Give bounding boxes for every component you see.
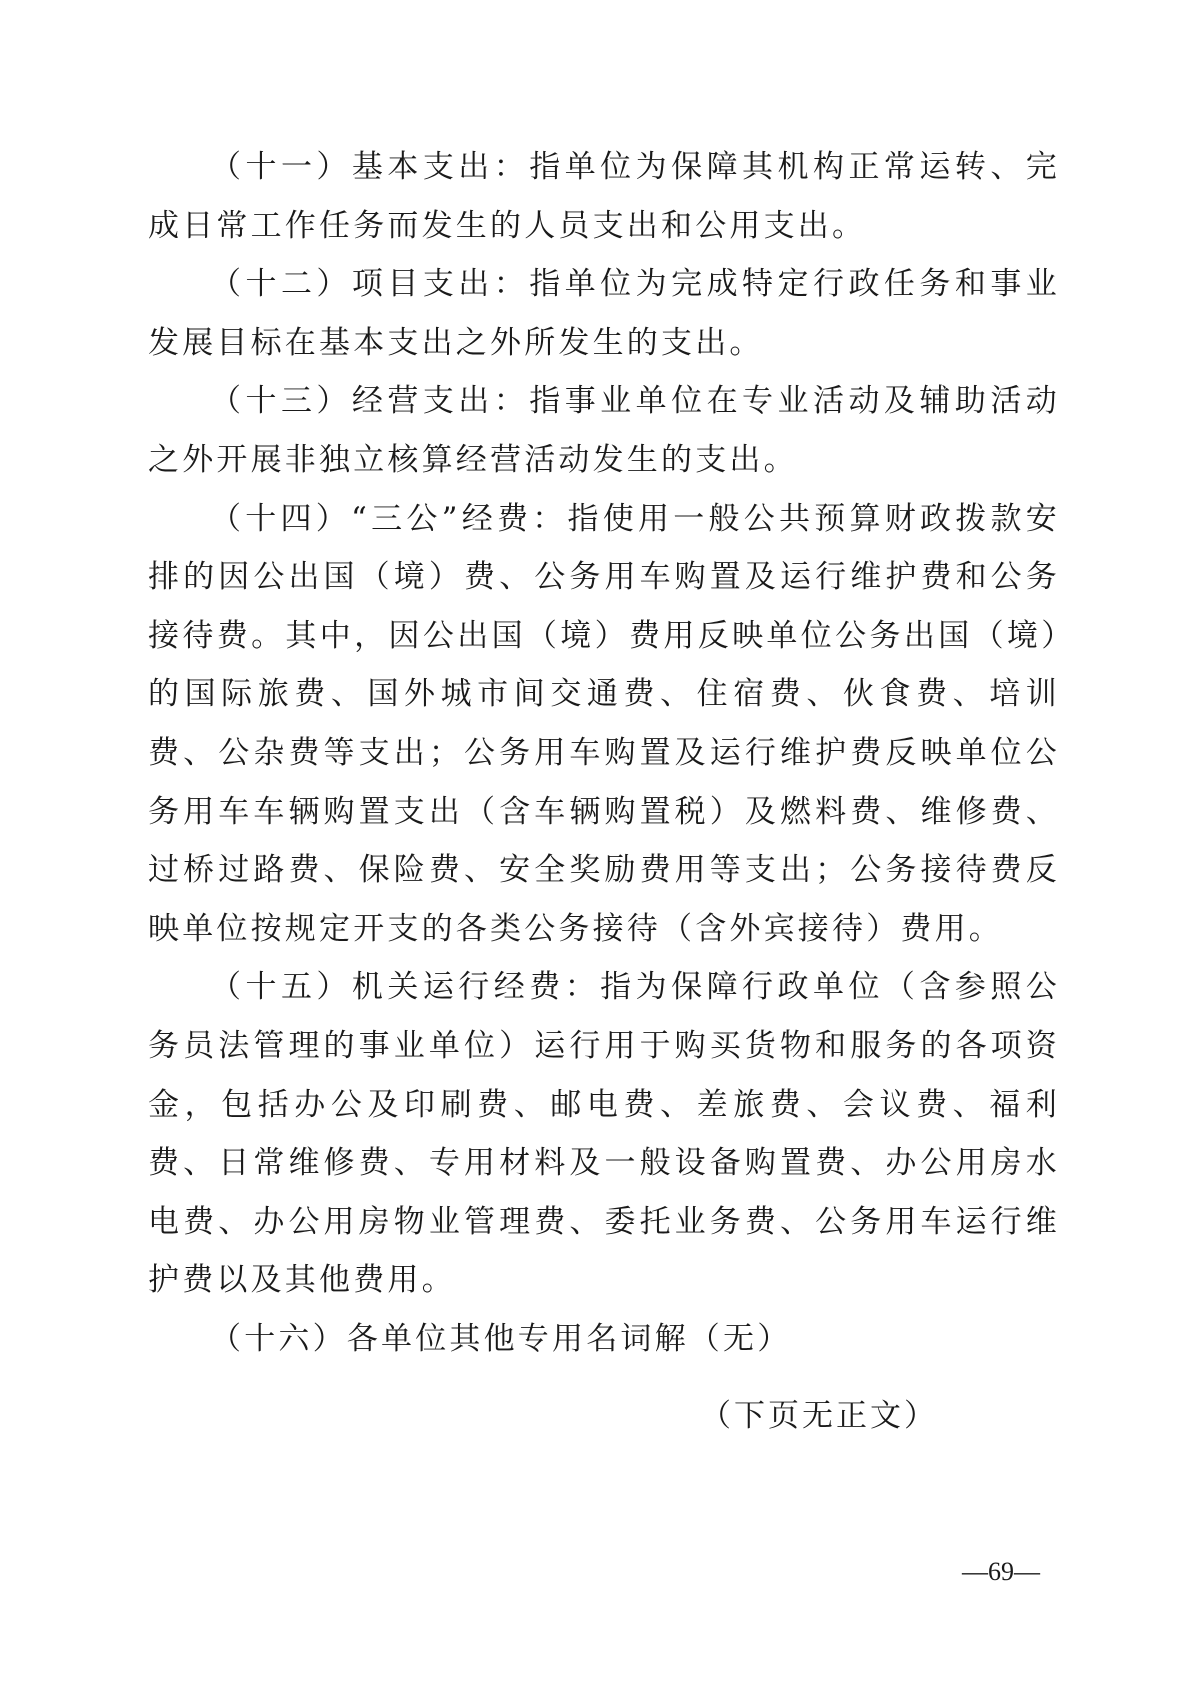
body-text xyxy=(148,138,1060,1368)
paragraph-basic-expenditure: （十一）基本支出：指单位为保障其机构正常运转、完成日常工作任务而发生的人员支出和公用支出。 xyxy=(148,149,1060,244)
no-text-next-page-note: （下页无正文） xyxy=(700,1398,938,1434)
paragraph-business-expenditure: （十三）经营支出：指事业单位在专业活动及辅助活动之外开展非独立核算经营活动发生的支出。 xyxy=(148,383,1060,478)
paragraph-other-terms: （十六）各单位其他专用名词解（无） xyxy=(210,1320,792,1357)
paragraph-operating-expenses: （十五）机关运行经费：指为保障行政单位（含参照公务员法管理的事业单位）运行用于购买货物和服务的各项资金，包括办公及印刷费、邮电费、差旅费、会议费、福利费、日常维修费、专用材料及一般设备购置费、办公用房水电费、办公用房物业管理费、委托业务费、公务用车运行维护费以及其他费用。 xyxy=(148,969,1060,1299)
page-number: —69— xyxy=(962,1557,1040,1586)
paragraph-project-expenditure: （十二）项目支出：指单位为完成特定行政任务和事业发展目标在基本支出之外所发生的支出。 xyxy=(148,266,1060,361)
paragraph-three-public-expenses: （十四）“三公”经费：指使用一般公共预算财政拨款安排的因公出国（境）费、公务用车购置及运行维护费和公务接待费。其中，因公出国（境）费用反映单位公务出国（境）的国际旅费、国外城市间交通费、住宿费、伙食费、培训费、公杂费等支出；公务用车购置及运行维护费反映单位公务用车车辆购置支出（含车辆购置税）及燃料费、维修费、过桥过路费、保险费、安全奖励费用等支出；公务接待费反映单位按规定开支的各类公务接待（含外宾接待）费用。 xyxy=(148,500,1060,947)
